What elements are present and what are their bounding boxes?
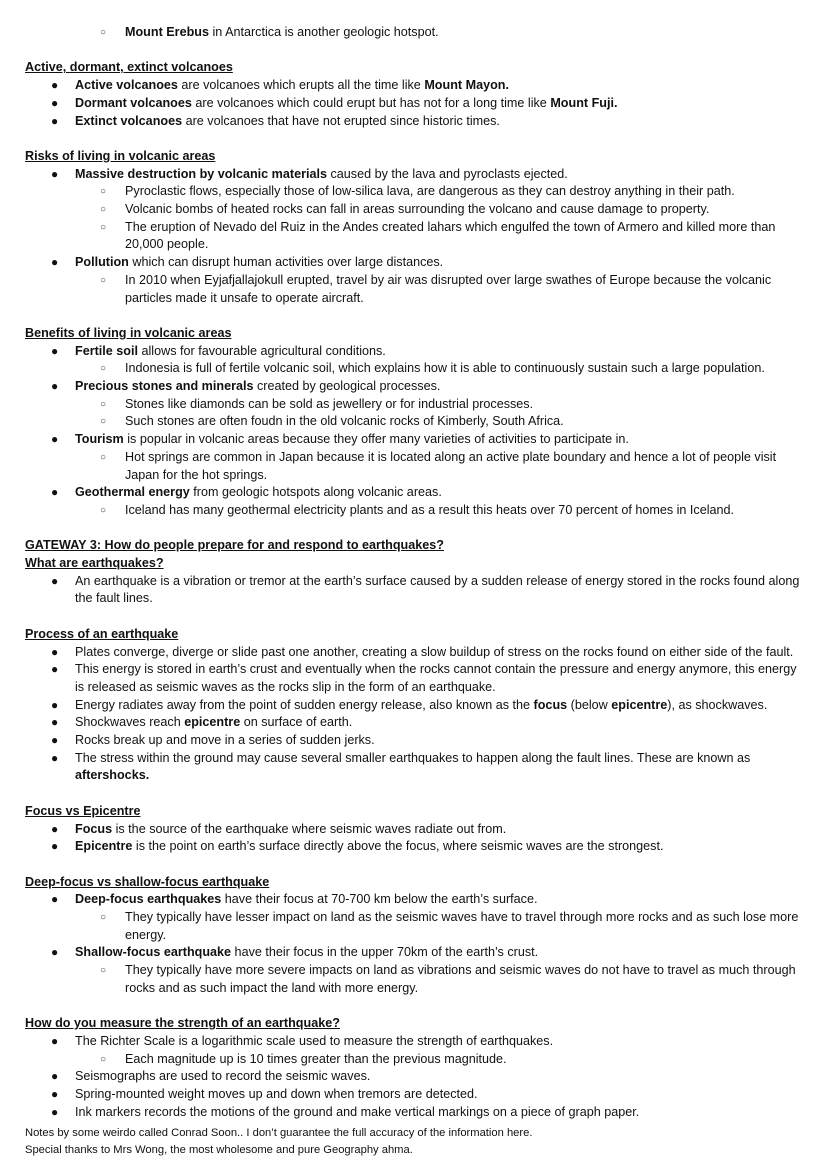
sub-list-item bbox=[0, 962, 828, 997]
bullet-icon: ● bbox=[51, 892, 59, 907]
list-item bbox=[0, 838, 828, 856]
item-text: Volcanic bombs of heated rocks can fall in areas surrounding the volcano and cause damage to property. bbox=[125, 202, 710, 216]
sub-list-item bbox=[0, 24, 828, 42]
item-text: ), as shockwaves. bbox=[667, 697, 768, 712]
item-text: are volcanoes which erupts all the time like bbox=[177, 78, 425, 93]
bullet-list bbox=[0, 1033, 828, 1122]
sub-list-item bbox=[0, 909, 828, 944]
hollow-bullet-icon: ○ bbox=[100, 416, 107, 428]
sub-list-item bbox=[0, 272, 828, 307]
list-item bbox=[0, 378, 828, 396]
item-text: created by geological processes. bbox=[253, 379, 441, 394]
list-item bbox=[0, 1068, 828, 1086]
item-text: Rocks break up and move in a series of sudden jerks. bbox=[75, 733, 375, 748]
list-item bbox=[0, 573, 828, 608]
bold-term: Mount Fuji. bbox=[550, 95, 618, 110]
sub-list-item bbox=[0, 396, 828, 414]
item-text: on surface of earth. bbox=[240, 715, 353, 730]
bold-term: Active volcanoes bbox=[75, 78, 178, 93]
item-text: is the point on earth’s surface directly above the focus, where seismic waves are the strongest. bbox=[132, 839, 664, 854]
list-item bbox=[0, 644, 828, 662]
sub-list-item bbox=[0, 1051, 828, 1069]
item-text: The eruption of Nevado del Ruiz in the Andes created lahars which engulfed the town of Armero and killed more than 20,000 people. bbox=[125, 219, 776, 252]
bold-term: Tourism bbox=[75, 432, 124, 447]
item-text: Plates converge, diverge or slide past one another, creating a slow buildup of stress on the rocks found on either side of the fault. bbox=[75, 644, 794, 659]
bullet-list bbox=[0, 343, 828, 520]
bold-term: Dormant volcanoes bbox=[75, 95, 192, 110]
list-item bbox=[0, 1033, 828, 1051]
item-text: Pyroclastic flows, especially those of low-silica lava, are dangerous as they can destroy anything in their path. bbox=[125, 184, 735, 199]
bullet-icon: ● bbox=[51, 95, 59, 110]
section bbox=[0, 803, 828, 856]
list-item bbox=[0, 113, 828, 131]
item-text: The Richter Scale is a logarithmic scale used to measure the strength of earthquakes. bbox=[75, 1033, 554, 1048]
footer-line-2: Special thanks to Mrs Wong, the most wholesome and pure Geography ahma. bbox=[25, 1144, 413, 1157]
list-item bbox=[0, 891, 828, 909]
bullet-icon: ● bbox=[51, 733, 59, 748]
bullet-icon: ● bbox=[51, 945, 59, 960]
hollow-bullet-icon: ○ bbox=[100, 451, 107, 463]
item-text: In 2010 when Eyjafjallajokull erupted, travel by air was disrupted over large swathes of Europe because the volcanic particles made it unsafe to operate aircraft. bbox=[125, 272, 772, 305]
hollow-bullet-icon: ○ bbox=[100, 186, 107, 198]
hollow-bullet-icon: ○ bbox=[100, 221, 107, 233]
sub-list-item bbox=[0, 413, 828, 431]
bullet-icon: ● bbox=[51, 255, 59, 270]
list-item bbox=[0, 821, 828, 839]
bullet-list bbox=[0, 891, 828, 997]
section-heading: What are earthquakes? bbox=[25, 556, 164, 571]
bullet-icon: ● bbox=[51, 113, 59, 128]
section-heading: Benefits of living in volcanic areas bbox=[25, 325, 232, 340]
bullet-icon: ● bbox=[51, 715, 59, 730]
list-item bbox=[0, 254, 828, 272]
list-item bbox=[0, 77, 828, 95]
list-item bbox=[0, 697, 828, 715]
section bbox=[0, 874, 828, 998]
list-item bbox=[0, 944, 828, 962]
item-text: Energy radiates away from the point of sudden energy release, also known as the bbox=[75, 697, 534, 712]
bold-term: Geothermal energy bbox=[75, 485, 190, 500]
item-text: which can disrupt human activities over large distances. bbox=[128, 255, 444, 270]
bullet-icon: ● bbox=[51, 379, 59, 394]
item-text: from geologic hotspots along volcanic areas. bbox=[189, 485, 442, 500]
bold-term: Fertile soil bbox=[75, 343, 138, 358]
bullet-list bbox=[0, 166, 828, 308]
bold-term: epicentre bbox=[611, 697, 668, 712]
section-heading: Process of an earthquake bbox=[25, 626, 179, 641]
item-text: They typically have more severe impacts on land as vibrations and seismic waves do not have to travel as much through rocks and as such impact the land with more energy. bbox=[125, 963, 796, 995]
item-text: are volcanoes which could erupt but has not for a long time like bbox=[191, 95, 551, 110]
section bbox=[0, 555, 828, 608]
hollow-bullet-icon: ○ bbox=[100, 204, 107, 215]
section-heading: How do you measure the strength of an earthquake? bbox=[25, 1016, 340, 1031]
section-heading: Active, dormant, extinct volcanoes bbox=[25, 60, 233, 75]
section bbox=[0, 626, 828, 785]
item-text: Ink markers records the motions of the ground and make vertical markings on a piece of graph paper. bbox=[75, 1104, 640, 1119]
sub-list-item bbox=[0, 449, 828, 484]
section-heading: GATEWAY 3: How do people prepare for and respond to earthquakes? bbox=[25, 538, 444, 553]
list-item bbox=[0, 661, 828, 696]
item-text: Iceland has many geothermal electricity plants and as a result this heats over 70 percent of homes in Iceland. bbox=[125, 502, 735, 517]
list-item bbox=[0, 1104, 828, 1122]
item-text: is the source of the earthquake where seismic waves radiate out from. bbox=[112, 821, 507, 836]
item-text: have their focus in the upper 70km of the earth’s crust. bbox=[231, 945, 539, 960]
list-item bbox=[0, 714, 828, 732]
item-text: in Antarctica is another geologic hotspot. bbox=[208, 25, 439, 39]
section bbox=[0, 1015, 828, 1121]
bullet-list bbox=[0, 821, 828, 856]
item-text: are volcanoes that have not erupted since historic times. bbox=[182, 113, 500, 128]
item-text: have their focus at 70-700 km below the earth’s surface. bbox=[221, 892, 538, 907]
bullet-list bbox=[0, 24, 828, 42]
list-item bbox=[0, 431, 828, 449]
list-item bbox=[0, 343, 828, 361]
hollow-bullet-icon: ○ bbox=[100, 912, 107, 924]
bold-term: Precious stones and minerals bbox=[75, 379, 254, 394]
bullet-icon: ● bbox=[51, 1087, 59, 1102]
list-item bbox=[0, 484, 828, 502]
item-text: Such stones are often foudn in the old volcanic rocks of Kimberly, South Africa. bbox=[125, 414, 564, 429]
bullet-icon: ● bbox=[51, 432, 59, 447]
bold-term: Mount Erebus bbox=[125, 25, 209, 39]
bold-term: Extinct volcanoes bbox=[75, 113, 183, 128]
section bbox=[0, 148, 828, 307]
bullet-icon: ● bbox=[51, 485, 59, 500]
bold-term: Massive destruction by volcanic materials bbox=[75, 166, 327, 181]
list-item bbox=[0, 750, 828, 785]
sub-list-item bbox=[0, 201, 828, 219]
item-text: Stones like diamonds can be sold as jewellery or for industrial processes. bbox=[125, 396, 534, 411]
item-text: This energy is stored in earth’s crust and eventually when the rocks cannot contain the pressure and energy anymore, this energy is released as seismic waves as the rocks slip in the form of an earthquake. bbox=[75, 662, 797, 694]
hollow-bullet-icon: ○ bbox=[100, 274, 107, 286]
bullet-icon: ● bbox=[51, 1104, 59, 1119]
sub-list-item bbox=[0, 219, 828, 254]
item-text: Each magnitude up is 10 times greater than the previous magnitude. bbox=[125, 1051, 507, 1066]
item-text: Spring-mounted weight moves up and down when tremors are detected. bbox=[75, 1087, 478, 1102]
item-text: caused by the lava and pyroclasts ejected. bbox=[326, 166, 568, 181]
bold-term: Pollution bbox=[75, 255, 129, 270]
item-text: They typically have lesser impact on land as the seismic waves have to travel through more rocks and as such lose more energy. bbox=[125, 910, 799, 942]
list-item bbox=[0, 166, 828, 184]
bullet-icon: ● bbox=[51, 821, 59, 836]
sub-list-item bbox=[0, 360, 828, 378]
section bbox=[0, 537, 828, 555]
item-text: allows for favourable agricultural conditions. bbox=[138, 343, 386, 358]
bold-term: Mount Mayon. bbox=[424, 78, 509, 93]
hollow-bullet-icon: ○ bbox=[100, 965, 107, 977]
list-item bbox=[0, 95, 828, 113]
item-text: Shockwaves reach bbox=[75, 715, 185, 730]
hollow-bullet-icon: ○ bbox=[100, 1053, 107, 1065]
section bbox=[0, 325, 828, 520]
item-text: is popular in volcanic areas because they offer many varieties of activities to participate in. bbox=[123, 432, 629, 447]
bullet-icon: ● bbox=[51, 78, 59, 93]
section bbox=[0, 59, 828, 130]
bullet-icon: ● bbox=[51, 750, 59, 765]
bullet-icon: ● bbox=[51, 166, 59, 181]
bold-term: focus bbox=[533, 697, 568, 712]
item-text: Hot springs are common in Japan because it is located along an active plate boundary and hence a lot of people visit Japan for the hot springs. bbox=[125, 449, 777, 482]
bullet-icon: ● bbox=[51, 662, 59, 677]
list-item bbox=[0, 732, 828, 750]
hollow-bullet-icon: ○ bbox=[100, 27, 107, 38]
hollow-bullet-icon: ○ bbox=[100, 504, 107, 516]
bullet-icon: ● bbox=[51, 839, 59, 854]
hollow-bullet-icon: ○ bbox=[100, 363, 107, 375]
bold-term: Deep-focus earthquakes bbox=[75, 892, 222, 907]
footer-notes bbox=[0, 1125, 828, 1159]
bold-term: Shallow-focus earthquake bbox=[75, 945, 232, 960]
list-item bbox=[0, 1086, 828, 1104]
item-text: The stress within the ground may cause several smaller earthquakes to happen along the fault lines. These are known as bbox=[75, 750, 751, 765]
section-heading: Risks of living in volcanic areas bbox=[25, 148, 216, 163]
bullet-list bbox=[0, 644, 828, 786]
section-heading: Deep-focus vs shallow-focus earthquake bbox=[25, 874, 270, 889]
item-text: An earthquake is a vibration or tremor at the earth’s surface caused by a sudden release of energy stored in the rocks found along the fault lines. bbox=[75, 573, 800, 606]
footer-line-1: Notes by some weirdo called Conrad Soon.. I don’t guarantee the full accuracy of the information here. bbox=[25, 1127, 533, 1140]
bold-term: Focus bbox=[75, 821, 113, 836]
section bbox=[0, 24, 828, 42]
section-heading: Focus vs Epicentre bbox=[25, 803, 141, 818]
bullet-icon: ● bbox=[51, 1033, 59, 1048]
document-body bbox=[0, 24, 828, 1121]
item-text: (below bbox=[567, 697, 612, 712]
bold-term: Epicentre bbox=[75, 839, 133, 854]
bullet-icon: ● bbox=[51, 343, 59, 358]
item-text: Seismographs are used to record the seismic waves. bbox=[75, 1069, 371, 1084]
bullet-icon: ● bbox=[51, 1069, 59, 1084]
bullet-icon: ● bbox=[51, 697, 59, 712]
bullet-list bbox=[0, 573, 828, 608]
bold-term: epicentre bbox=[184, 715, 241, 730]
item-text: Indonesia is full of fertile volcanic soil, which explains how it is able to continuously sustain such a large population. bbox=[125, 361, 765, 376]
hollow-bullet-icon: ○ bbox=[100, 398, 107, 410]
bullet-icon: ● bbox=[51, 644, 59, 659]
bullet-icon: ● bbox=[51, 573, 59, 588]
bold-term: aftershocks. bbox=[75, 768, 150, 783]
sub-list-item bbox=[0, 502, 828, 520]
bullet-list bbox=[0, 77, 828, 130]
sub-list-item bbox=[0, 183, 828, 201]
